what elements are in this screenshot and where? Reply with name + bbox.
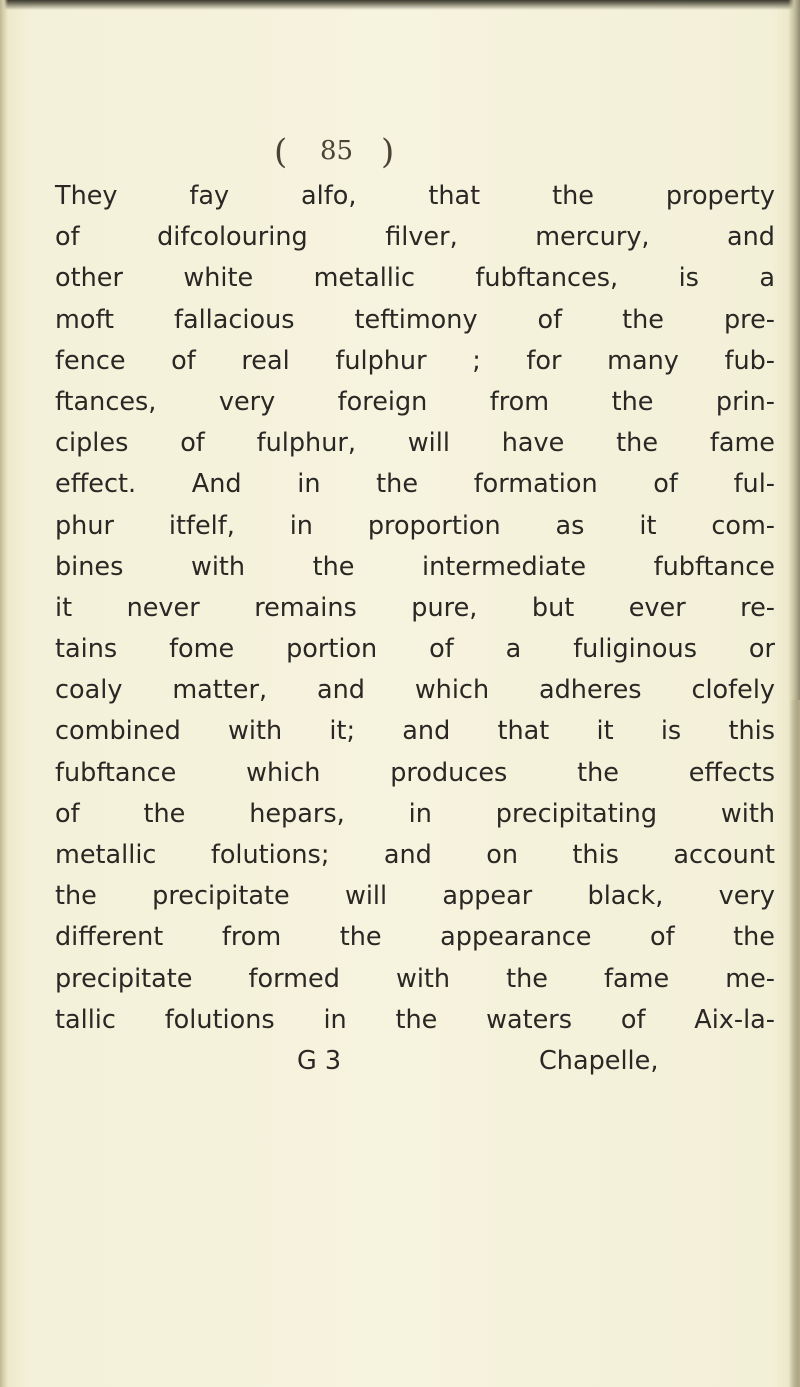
text-line: coaly matter, and which adheres clofely	[55, 675, 775, 706]
page-header	[0, 130, 800, 176]
catchword: Chapelle,	[539, 1045, 659, 1076]
body-text	[55, 176, 775, 1082]
text-line: fubftance which produces the effects	[55, 757, 775, 788]
text-line: phur itfelf, in proportion as it com-	[55, 510, 775, 541]
text-line: fence of real fulphur ; for many fub-	[55, 345, 775, 376]
page-gutter-shadow	[790, 700, 800, 1387]
text-line: tallic folutions in the waters of Aix-la-	[55, 1004, 775, 1035]
text-line: tains fome portion of a fuliginous or	[55, 634, 775, 665]
text-line: it never remains pure, but ever re-	[55, 592, 775, 623]
text-line: They fay alfo, that the property	[55, 181, 775, 211]
text-line: of the hepars, in precipitating with	[55, 798, 775, 829]
text-line: moft fallacious teftimony of the pre-	[55, 304, 775, 335]
signature-mark: G 3	[297, 1045, 342, 1076]
text-line: the precipitate will appear black, very	[55, 881, 775, 912]
text-line: different from the appearance of the	[55, 922, 775, 953]
text-line: bines with the intermediate fubftance	[55, 551, 775, 582]
text-line: combined with it; and that it is this	[55, 716, 775, 747]
text-line: precipitate formed with the fame me-	[55, 963, 775, 994]
page-footer	[55, 1041, 775, 1082]
page-number: 85	[320, 136, 354, 166]
text-line: of difcolouring filver, mercury, and	[55, 222, 775, 253]
header-open-paren: (	[274, 132, 288, 172]
scan-top-shadow	[0, 0, 800, 10]
header-close-paren: )	[381, 132, 395, 172]
text-line: ciples of fulphur, will have the fame	[55, 428, 775, 459]
text-line: metallic folutions; and on this account	[55, 840, 775, 870]
text-line: ftances, very foreign from the prin-	[55, 386, 775, 417]
page-left-edge	[0, 0, 8, 1387]
text-line: other white metallic fubftances, is a	[55, 263, 775, 294]
text-line: effect. And in the formation of ful-	[55, 469, 775, 500]
